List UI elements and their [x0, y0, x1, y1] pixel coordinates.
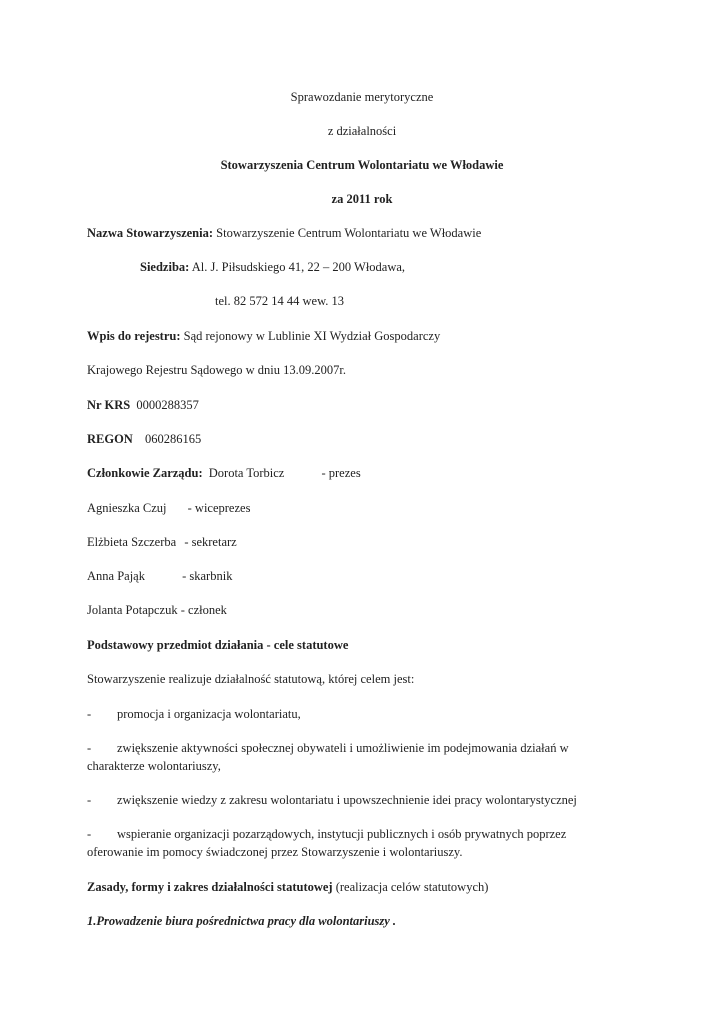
- register-continuation: Krajowego Rejestru Sądowego w dniu 13.09.2007r.: [87, 363, 346, 377]
- section-1-title: 1.Prowadzenie biura pośrednictwa pracy dla wolontariuszy .: [87, 914, 397, 928]
- bullet-dash: -: [87, 741, 92, 755]
- board-member-name: Agnieszka Czuj: [87, 501, 167, 515]
- krs-row: [87, 396, 624, 414]
- board-member-role: - członek: [180, 603, 227, 617]
- bullet-dash: -: [87, 793, 92, 807]
- rules-heading-rest: (realizacja celów statutowych): [335, 880, 489, 894]
- goal-text: zwiększenie aktywności społecznej obywateli i umożliwienie im podejmowania działań w: [117, 741, 569, 755]
- board-member-role: - sekretarz: [184, 535, 237, 549]
- bullet-dash: -: [87, 707, 92, 721]
- board-member-role: - wiceprezes: [187, 501, 251, 515]
- report-title: Sprawozdanie merytoryczne: [290, 90, 434, 104]
- regon-value: 060286165: [144, 432, 202, 446]
- goal-item: [87, 791, 624, 809]
- board-row-4: [87, 567, 624, 585]
- phone-row: tel. 82 572 14 44 wew. 13: [215, 294, 345, 308]
- register-label: Wpis do rejestru:: [87, 329, 181, 343]
- register-row: [87, 327, 624, 345]
- name-row: [87, 224, 624, 242]
- regon-label: REGON: [87, 432, 133, 446]
- goal-text: zwiększenie wiedzy z zakresu wolontariatu i upowszechnienie idei pracy wolontarystycznej: [117, 793, 577, 807]
- goals-heading: Podstawowy przedmiot działania - cele statutowe: [87, 638, 349, 652]
- register-value: Sąd rejonowy w Lublinie XI Wydział Gospodarczy: [183, 329, 441, 343]
- krs-label: Nr KRS: [87, 398, 131, 412]
- board-member-role: - skarbnik: [182, 569, 233, 583]
- goal-text-continuation: charakterze wolontariuszy,: [87, 759, 221, 773]
- board-label: Członkowie Zarządu:: [87, 466, 203, 480]
- seat-row: [140, 258, 624, 276]
- board-member-name: Jolanta Potapczuk: [87, 603, 178, 617]
- regon-row: [87, 430, 624, 448]
- report-subtitle: z działalności: [327, 124, 397, 138]
- board-row-3: [87, 533, 624, 551]
- name-label: Nazwa Stowarzyszenia:: [87, 226, 214, 240]
- name-value: Stowarzyszenie Centrum Wolontariatu we Włodawie: [216, 226, 482, 240]
- goal-text: wspieranie organizacji pozarządowych, instytucji publicznych i osób prywatnych poprzez: [117, 827, 567, 841]
- goal-item: [87, 739, 624, 757]
- goal-text: promocja i organizacja wolontariatu,: [117, 707, 301, 721]
- board-row-2: [87, 499, 624, 517]
- goal-item: [87, 825, 624, 843]
- seat-value: Al. J. Piłsudskiego 41, 22 – 200 Włodawa,: [191, 260, 406, 274]
- board-member-role: - prezes: [321, 466, 361, 480]
- organization-title: Stowarzyszenia Centrum Wolontariatu we Włodawie: [220, 158, 504, 172]
- seat-label: Siedziba:: [140, 260, 190, 274]
- rules-heading: [87, 878, 624, 896]
- board-member-name: Anna Pająk: [87, 569, 145, 583]
- goal-text-continuation: oferowanie im pomocy świadczonej przez Stowarzyszenie i wolontariuszy.: [87, 845, 463, 859]
- board-member-name: Elżbieta Szczerba: [87, 535, 177, 549]
- goals-intro: Stowarzyszenie realizuje działalność statutową, której celem jest:: [87, 672, 415, 686]
- goal-item: [87, 705, 624, 723]
- board-member-name: Dorota Torbicz: [208, 466, 285, 480]
- board-row-1: [87, 464, 624, 482]
- report-year: za 2011 rok: [331, 192, 393, 206]
- rules-heading-bold: Zasady, formy i zakres działalności statutowej: [87, 880, 333, 894]
- krs-value: 0000288357: [136, 398, 199, 412]
- board-row-5: [87, 601, 624, 619]
- bullet-dash: -: [87, 827, 92, 841]
